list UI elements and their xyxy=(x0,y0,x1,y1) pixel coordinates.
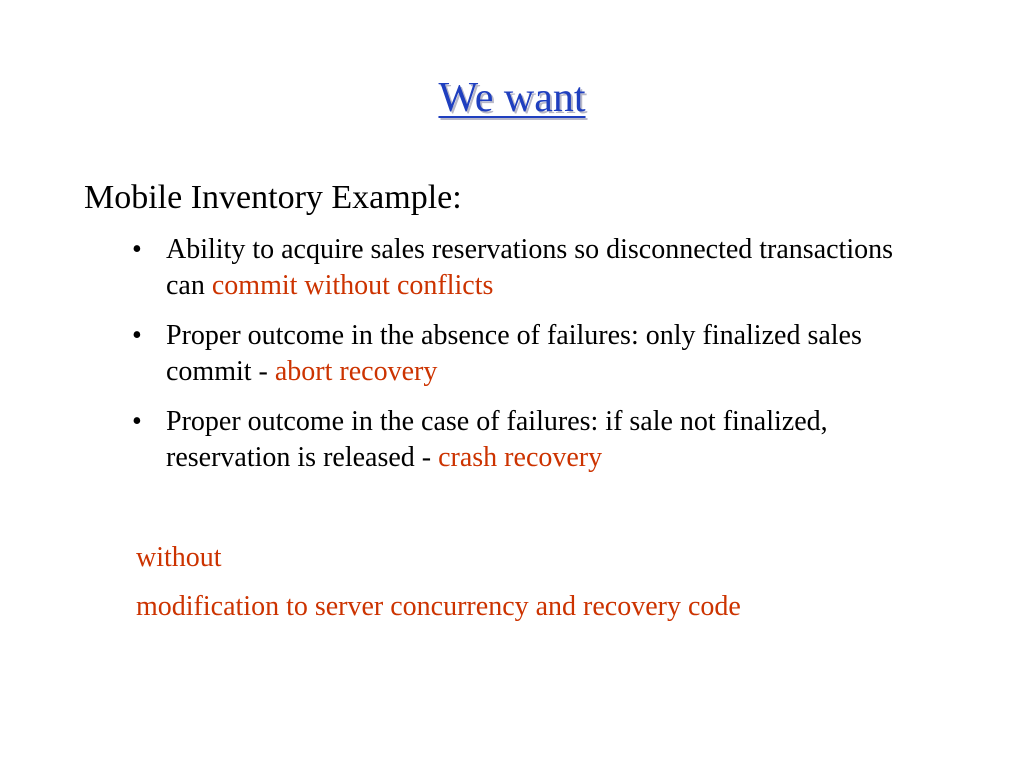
bullet-dot-icon: • xyxy=(132,320,142,351)
bullet-list xyxy=(130,232,930,490)
bullet-text: Proper outcome in the absence of failures: only finalized sales commit - xyxy=(166,320,862,387)
bullet-highlight: abort recovery xyxy=(274,356,438,387)
bullet-text: Proper outcome in the case of failures: if sale not finalized, reservation is released - xyxy=(166,406,828,473)
bullet-item xyxy=(130,318,930,390)
note-without: without xyxy=(136,542,222,573)
bullet-dot-icon: • xyxy=(132,406,142,437)
bullet-highlight: commit without conflicts xyxy=(211,270,494,301)
bullet-item xyxy=(130,404,930,476)
slide-title: We want xyxy=(438,75,586,121)
bullet-item xyxy=(130,232,930,304)
bullet-dot-icon: • xyxy=(132,234,142,265)
slide-subtitle: Mobile Inventory Example: xyxy=(84,179,462,216)
bullet-text: Ability to acquire sales reservations so disconnected transactions can xyxy=(166,234,894,301)
bullet-highlight: crash recovery xyxy=(438,442,603,473)
note-modification: modification to server concurrency and recovery code xyxy=(136,591,741,622)
